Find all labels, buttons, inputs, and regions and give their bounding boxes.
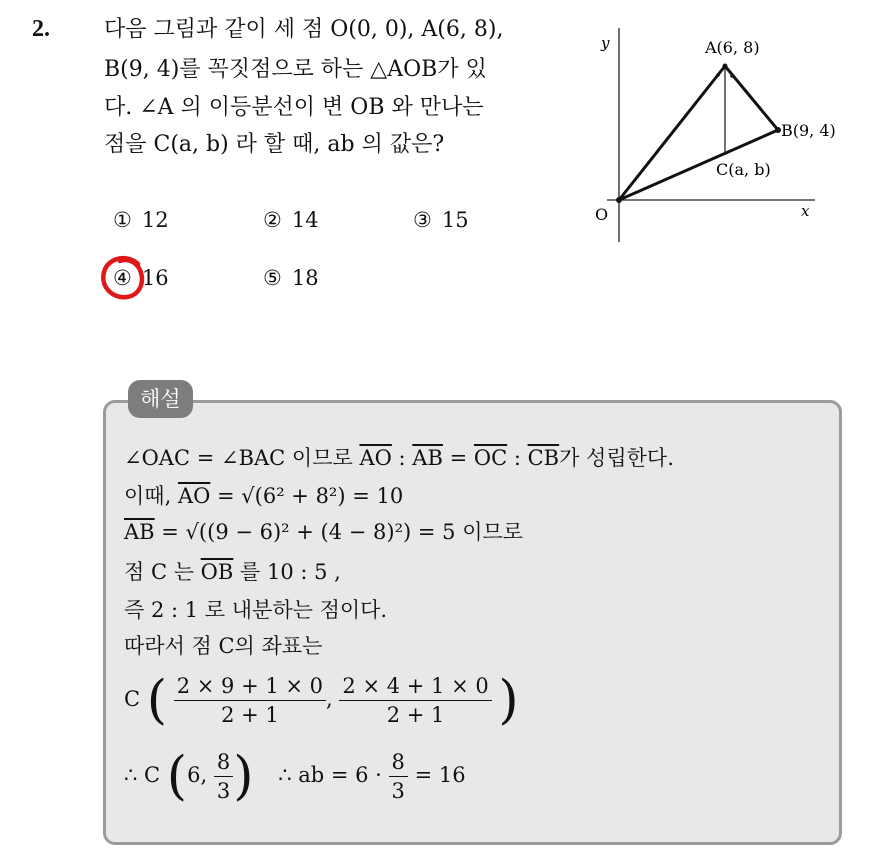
segment-cb: $\overline{CB}$ xyxy=(527,446,560,470)
segment-ab: $\overline{AB}$ xyxy=(124,520,155,544)
close-paren: ) xyxy=(498,670,519,731)
option-value: 18 xyxy=(291,266,319,290)
option-marker: ③ xyxy=(413,208,432,232)
solution-line-5: 즉 2 : 1 로 내분하는 점이다. xyxy=(124,598,388,622)
angle-mark-dot xyxy=(716,73,720,77)
coord-six: 6, xyxy=(187,763,208,787)
text: 이때, xyxy=(124,484,178,508)
text: : xyxy=(507,446,528,470)
segment-ao: $\overline{AO}$ xyxy=(359,446,392,470)
text: 를 10 : 5 , xyxy=(233,560,341,584)
fraction-y xyxy=(339,672,491,729)
option-value: 16 xyxy=(141,266,169,290)
numerator: 2 × 4 + 1 × 0 xyxy=(339,672,491,701)
solution-line-2 xyxy=(124,480,403,510)
solution-line-3 xyxy=(124,516,523,546)
comma: , xyxy=(326,687,333,711)
solution-line-8 xyxy=(124,748,466,805)
fraction-8-3 xyxy=(214,748,233,805)
option-value: 15 xyxy=(441,208,469,232)
option-marker: ④ xyxy=(113,266,132,290)
therefore-ab: ∴ ab = 6 · xyxy=(278,763,382,787)
solution-tag: 해설 xyxy=(128,380,193,418)
text: 점 C 는 xyxy=(124,560,201,584)
segment-ob: $\overline{OB}$ xyxy=(200,560,234,584)
triangle-figure xyxy=(585,20,845,250)
point-b-label: B(9, 4) xyxy=(781,121,836,140)
text: 가 성립한다. xyxy=(559,446,674,470)
angle-mark-dot xyxy=(730,74,734,78)
option-2[interactable] xyxy=(263,208,319,232)
denominator: 2 + 1 xyxy=(221,703,279,727)
denominator: 3 xyxy=(216,779,231,803)
option-value: 12 xyxy=(141,208,169,232)
text: = √(6² + 8²) = 10 xyxy=(210,484,404,508)
triangle-aob xyxy=(619,66,778,200)
point-a-dot xyxy=(723,64,728,69)
point-c-label: C(a, b) xyxy=(716,160,771,179)
open-paren: ( xyxy=(146,670,168,731)
text: = √((9 − 6)² + (4 − 8)²) = 5 이므로 xyxy=(154,520,524,544)
option-marker: ⑤ xyxy=(263,266,282,290)
origin-label: O xyxy=(595,205,609,224)
option-3[interactable] xyxy=(413,208,469,232)
segment-ab: $\overline{AB}$ xyxy=(412,446,443,470)
solution-line-6: 따라서 점 C의 좌표는 xyxy=(124,634,323,658)
numerator: 8 xyxy=(389,748,408,777)
denominator: 3 xyxy=(391,779,405,803)
question-line-3: 다. ∠A 의 이등분선이 변 OB 와 만나는 xyxy=(104,95,484,120)
point-c-symbol: C xyxy=(124,687,141,711)
text: : xyxy=(391,446,413,470)
text: = xyxy=(442,446,474,470)
solution-line-4 xyxy=(124,556,341,586)
therefore-c: ∴ C xyxy=(124,763,161,787)
segment-ao: $\overline{AO}$ xyxy=(177,484,211,508)
question-number: 2. xyxy=(32,16,50,42)
answer-circle-stroke xyxy=(103,258,142,297)
option-1[interactable] xyxy=(113,208,169,232)
option-5[interactable] xyxy=(263,266,319,290)
point-a-label: A(6, 8) xyxy=(705,38,760,57)
option-marker: ② xyxy=(263,208,282,232)
question-line-4: 점을 C(a, b) 라 할 때, ab 의 값은? xyxy=(104,132,445,157)
question-line-2: B(9, 4)를 꼭짓점으로 하는 △AOB가 있 xyxy=(104,57,487,82)
numerator: 8 xyxy=(214,748,233,777)
text: ∠OAC = ∠BAC 이므로 xyxy=(124,446,360,470)
solution-line-7 xyxy=(124,672,519,729)
close-paren: ) xyxy=(233,746,254,807)
answer-circle-mark xyxy=(98,252,150,304)
x-axis-label: x xyxy=(801,202,810,220)
numerator: 2 × 9 + 1 × 0 xyxy=(174,672,326,701)
segment-oc: $\overline{OC}$ xyxy=(473,446,508,470)
option-value: 14 xyxy=(291,208,319,232)
point-o-dot xyxy=(616,197,622,203)
result: = 16 xyxy=(414,763,466,787)
fraction-8-3 xyxy=(389,748,408,805)
open-paren: ( xyxy=(166,746,188,807)
denominator: 2 + 1 xyxy=(386,703,445,727)
option-marker: ① xyxy=(113,208,132,232)
solution-line-1 xyxy=(124,442,674,472)
y-axis-label: y xyxy=(601,34,610,52)
question-line-1: 다음 그림과 같이 세 점 O(0, 0), A(6, 8), xyxy=(104,17,504,42)
fraction-x xyxy=(174,672,326,729)
